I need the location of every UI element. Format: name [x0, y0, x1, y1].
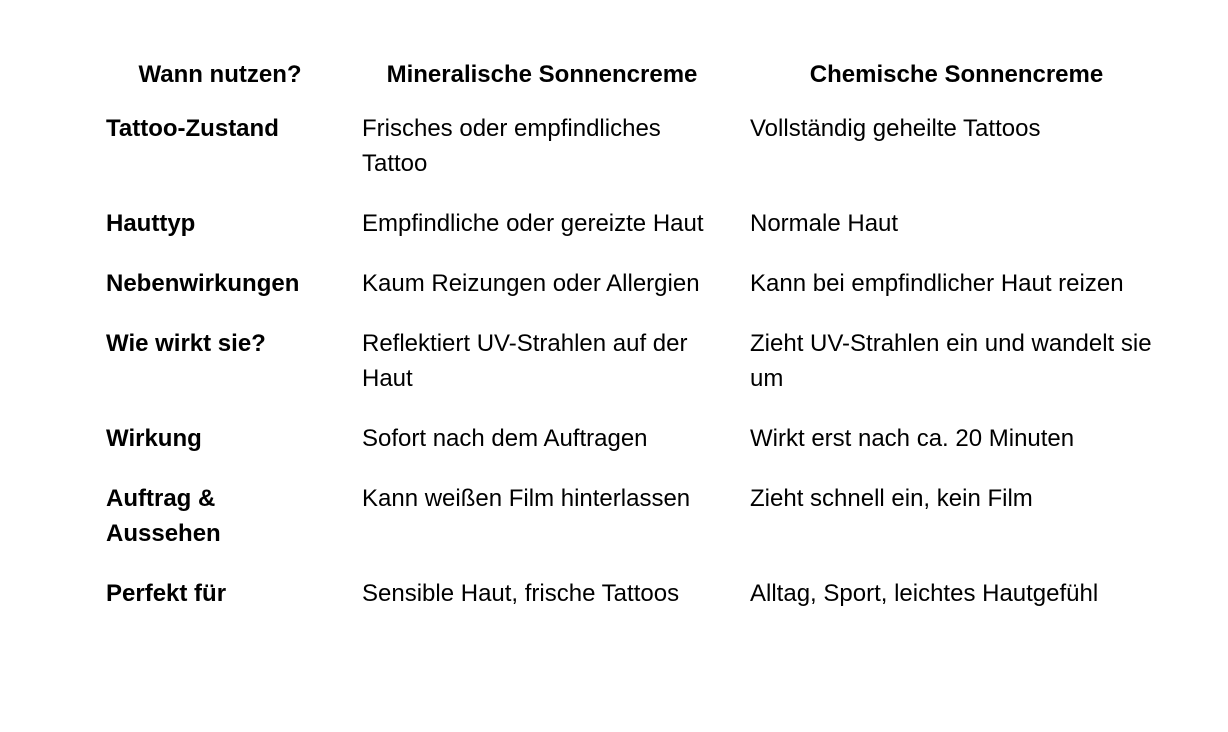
table-row: [92, 97, 1177, 192]
header-chemical-sunscreen: Chemische Sonnencreme: [809, 61, 1104, 88]
chemical-cell: Vollständig geheilte Tattoos: [750, 115, 1041, 142]
table-row: [92, 312, 1177, 407]
chemical-cell: Alltag, Sport, leichtes Hautgefühl: [750, 580, 1099, 607]
row-label: Hauttyp: [106, 210, 196, 237]
chemical-cell: Wirkt erst nach ca. 20 Minuten: [750, 425, 1075, 452]
mineral-cell: Reflektiert UV-Strahlen auf der Haut: [362, 330, 688, 392]
row-label: Perfekt für: [106, 580, 227, 607]
mineral-cell: Frisches oder empfindliches Tattoo: [362, 115, 661, 177]
mineral-cell: Sensible Haut, frische Tattoos: [362, 580, 680, 607]
row-label: Tattoo-Zustand: [106, 115, 279, 142]
table-row: [92, 467, 1177, 562]
table-row: [92, 192, 1177, 252]
header-when-to-use: Wann nutzen?: [138, 61, 302, 88]
mineral-cell: Kaum Reizungen oder Allergien: [362, 270, 700, 297]
mineral-cell: Kann weißen Film hinterlassen: [362, 485, 691, 512]
row-label: Wie wirkt sie?: [106, 330, 266, 357]
chemical-cell: Normale Haut: [750, 210, 899, 237]
chemical-cell: Kann bei empfindlicher Haut reizen: [750, 270, 1124, 297]
sunscreen-comparison-table: [92, 40, 1177, 623]
row-label: Nebenwirkungen: [106, 270, 300, 297]
header-mineral-sunscreen: Mineralische Sonnencreme: [386, 61, 698, 88]
row-label: Auftrag & Aussehen: [106, 485, 221, 547]
chemical-cell: Zieht UV-Strahlen ein und wandelt sie um: [750, 330, 1152, 392]
chemical-cell: Zieht schnell ein, kein Film: [750, 485, 1033, 512]
table-row: [92, 562, 1177, 623]
table-row: [92, 407, 1177, 467]
row-label: Wirkung: [106, 425, 202, 452]
mineral-cell: Empfindliche oder gereizte Haut: [362, 210, 704, 237]
table-row: [92, 252, 1177, 312]
mineral-cell: Sofort nach dem Auftragen: [362, 425, 648, 452]
table-header-row: [92, 40, 1177, 97]
